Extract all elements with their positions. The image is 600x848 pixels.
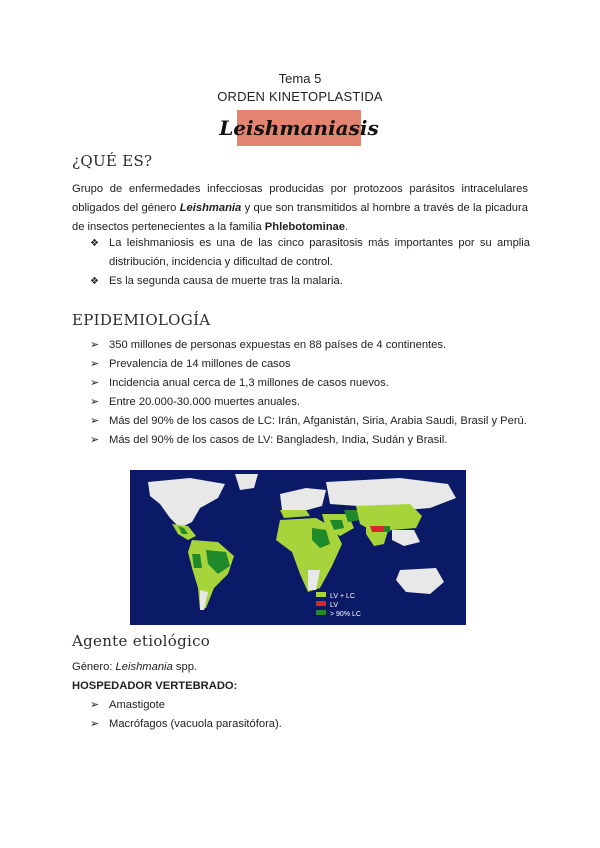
arrow-bullet-icon: ➢ [90, 358, 100, 370]
diamond-bullet-icon: ❖ [90, 276, 99, 287]
genus-name: Leishmania [179, 202, 242, 214]
tema-number: Tema 5 [278, 71, 322, 86]
list-item-text: Macrófagos (vacuola parasitófora). [109, 718, 282, 730]
list-item [90, 412, 530, 431]
para-text-2: y que son transmitidos al hombre a través de la picadura de insectos pertenecientes a la familia [72, 202, 528, 233]
list-item-text: La leishmaniosis es una de las cinco parasitosis más importantes por su amplia distribución, incidencia y dificultad de control. [109, 237, 530, 268]
legend-swatch-lvlc [316, 592, 326, 597]
list-item-text: Es la segunda causa de muerte tras la malaria. [109, 275, 343, 287]
legend-label-lv: LV [330, 602, 339, 609]
list-item [90, 696, 530, 715]
bangladesh-lv [384, 526, 390, 532]
heading-que-es: ¿QUÉ ES? [72, 152, 153, 170]
para-text-3: . [344, 221, 349, 233]
page-title: Leishmaniasis [219, 116, 379, 140]
host-heading: HOSPEDADOR VERTEBRADO: [72, 680, 238, 692]
heading-agente: Agente etiológico [72, 632, 211, 650]
que-es-paragraph [72, 180, 528, 237]
arrow-bullet-icon: ➢ [90, 434, 100, 446]
arrow-bullet-icon: ➢ [90, 339, 100, 351]
genero-suffix: spp. [172, 661, 198, 673]
heading-epidemiologia: EPIDEMIOLOGÍA [72, 311, 211, 329]
arrow-bullet-icon: ➢ [90, 718, 100, 730]
list-item-text: Incidencia anual cerca de 1,3 millones de casos nuevos. [109, 377, 389, 389]
list-item [90, 336, 530, 355]
para-text-1: Grupo de enfermedades infecciosas producidas por protozoos parásitos intracelulares obligados del género [72, 183, 528, 214]
arrow-bullet-icon: ➢ [90, 699, 100, 711]
legend-swatch-lv [316, 601, 326, 606]
genero-line [72, 661, 197, 673]
legend-label-lvlc: LV + LC [330, 593, 355, 600]
legend-swatch-lc90 [316, 610, 326, 615]
diamond-bullet-icon: ❖ [90, 238, 99, 249]
arrow-bullet-icon: ➢ [90, 396, 100, 408]
list-item [90, 393, 530, 412]
india-lv [370, 526, 386, 532]
list-item-text: Prevalencia de 14 millones de casos [109, 358, 291, 370]
list-item [90, 715, 530, 734]
list-item [90, 355, 530, 374]
arrow-bullet-icon: ➢ [90, 377, 100, 389]
leishmaniasis-world-map [130, 470, 466, 625]
title-highlight [219, 110, 379, 146]
list-item [90, 272, 530, 291]
list-item-text: Entre 20.000-30.000 muertes anuales. [109, 396, 300, 408]
world-map-svg [130, 470, 466, 625]
list-item-text: Amastigote [109, 699, 165, 711]
list-item-text: Más del 90% de los casos de LC: Irán, Afganistán, Siria, Arabia Saudi, Brasil y Perú. [109, 415, 527, 427]
arrow-bullet-icon: ➢ [90, 415, 100, 427]
orden-title: ORDEN KINETOPLASTIDA [217, 89, 383, 104]
que-es-list [90, 234, 530, 291]
genero-value: Leishmania [115, 661, 173, 673]
list-item-text: 350 millones de personas expuestas en 88 países de 4 continentes. [109, 339, 447, 351]
epidemiologia-list [90, 336, 530, 450]
family-name: Phlebotominae [264, 221, 345, 233]
list-item-text: Más del 90% de los casos de LV: Bangladesh, India, Sudán y Brasil. [109, 434, 448, 446]
list-item [90, 234, 530, 272]
list-item [90, 374, 530, 393]
list-item [90, 431, 530, 450]
legend-label-lc90: > 90% LC [330, 611, 361, 618]
genero-label: Género: [72, 661, 116, 673]
agente-list [90, 696, 530, 734]
